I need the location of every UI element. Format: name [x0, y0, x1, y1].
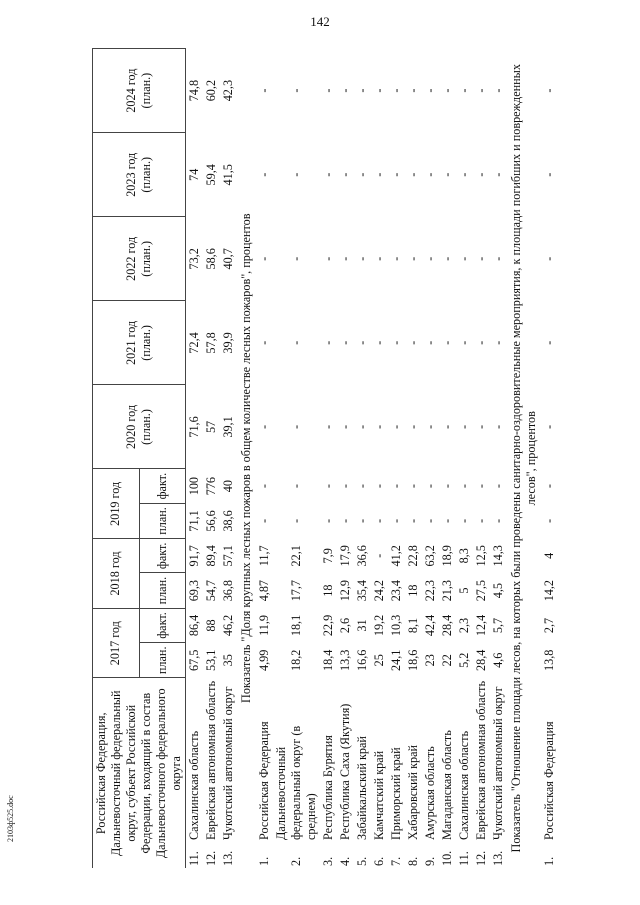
value-cell: -	[289, 172, 303, 177]
value-cell: 2,6	[338, 617, 352, 634]
value-cell: 21,3	[440, 579, 454, 602]
value-cell: 12,9	[338, 579, 352, 602]
value-cell: -	[289, 424, 303, 429]
table-row	[388, 49, 405, 869]
value-cell: -	[257, 518, 271, 523]
region-name: Еврейская автономная область	[204, 680, 218, 840]
region-name: Дальневосточный федеральный округ (в среднем)	[274, 725, 318, 840]
value-cell: -	[423, 424, 437, 429]
row-number: 1.	[542, 856, 556, 866]
value-cell: 57,8	[204, 332, 218, 354]
row-number: 13.	[491, 850, 505, 866]
value-cell: 2,3	[457, 617, 471, 634]
value-cell: 14,2	[542, 579, 556, 602]
value-cell: 56,6	[204, 510, 218, 532]
value-cell: -	[440, 518, 454, 523]
value-cell: 28,4	[474, 649, 488, 671]
value-cell: -	[542, 88, 556, 93]
indicator-table	[92, 48, 558, 868]
table-row	[490, 49, 507, 869]
table-row	[541, 49, 558, 869]
value-cell: 54,7	[204, 579, 218, 602]
value-cell: 91,7	[187, 545, 201, 567]
value-cell: -	[542, 518, 556, 523]
value-cell: 8,1	[406, 617, 420, 634]
value-cell: 73,2	[187, 248, 201, 270]
value-cell: 23,4	[389, 579, 403, 602]
region-name: Чукотский автономный округ	[221, 686, 235, 840]
value-cell: -	[389, 484, 403, 489]
value-cell: -	[338, 484, 352, 489]
value-cell: 74	[187, 168, 201, 181]
value-cell: -	[257, 256, 271, 261]
value-cell: -	[257, 172, 271, 177]
value-cell: -	[440, 172, 454, 177]
value-cell: 89,4	[204, 545, 218, 567]
value-cell: 18,2	[289, 649, 303, 671]
value-cell: -	[474, 424, 488, 429]
table-row	[354, 49, 371, 869]
value-cell: 57	[204, 420, 218, 434]
value-cell: 7,9	[321, 548, 335, 564]
table-row	[220, 49, 237, 869]
value-cell: 59,4	[204, 164, 218, 186]
table-row	[439, 49, 456, 869]
value-cell: -	[440, 484, 454, 489]
value-cell: 10,3	[389, 614, 403, 637]
value-cell: -	[474, 172, 488, 177]
value-cell: -	[289, 256, 303, 261]
fact-header: факт.	[139, 469, 186, 503]
value-cell: -	[542, 256, 556, 261]
value-cell: 53,1	[204, 649, 218, 671]
value-cell: -	[423, 172, 437, 177]
value-cell: 24,2	[372, 579, 386, 602]
page-number: 142	[310, 14, 330, 29]
region-name: Камчатский край	[372, 750, 386, 840]
value-cell: 4	[542, 552, 556, 559]
value-cell: -	[542, 172, 556, 177]
fact-header: факт.	[139, 608, 186, 642]
value-cell: 60,2	[204, 79, 218, 102]
rotated-table-container	[92, 48, 612, 868]
year-2017-header: 2017 год	[93, 608, 140, 678]
table-row	[337, 49, 354, 869]
value-cell: -	[257, 424, 271, 429]
value-cell: -	[406, 518, 420, 523]
value-cell: 23	[423, 654, 437, 667]
group-2-rows	[256, 49, 507, 869]
table-row	[320, 49, 337, 869]
region-name: Приморский край	[389, 747, 403, 840]
value-cell: 11,7	[257, 545, 271, 567]
value-cell: 5,7	[491, 617, 505, 634]
value-cell: -	[372, 88, 386, 93]
value-cell: -	[406, 88, 420, 93]
value-cell: 22,9	[321, 614, 335, 637]
value-cell: 58,6	[204, 248, 218, 270]
value-cell: 5,2	[457, 652, 471, 668]
value-cell: 17,7	[289, 579, 303, 602]
value-cell: 72,4	[187, 332, 201, 354]
value-cell: -	[355, 518, 369, 523]
value-cell: 13,8	[542, 649, 556, 671]
value-cell: 17,9	[338, 545, 352, 567]
value-cell: -	[440, 256, 454, 261]
value-cell: -	[372, 256, 386, 261]
group-3-rows	[541, 49, 558, 869]
value-cell: 88	[204, 619, 218, 632]
region-name: Магаданская область	[440, 730, 454, 840]
region-name: Российская Федерация	[257, 721, 271, 840]
value-cell: -	[542, 484, 556, 489]
value-cell: 74,8	[187, 79, 201, 102]
section-1	[237, 49, 256, 869]
value-cell: -	[338, 518, 352, 523]
fact-header: факт.	[139, 539, 186, 573]
region-name: Хабаровский край	[406, 744, 420, 840]
value-cell: -	[423, 256, 437, 261]
value-cell: -	[491, 172, 505, 177]
value-cell: -	[257, 340, 271, 345]
year-2024-header: 2024 год (план.)	[93, 49, 186, 133]
value-cell: -	[389, 172, 403, 177]
value-cell: 5	[457, 587, 471, 594]
region-name: Забайкальский край	[355, 736, 369, 840]
value-cell: -	[440, 88, 454, 93]
value-cell: 41,2	[389, 545, 403, 567]
row-number: 9.	[423, 856, 437, 866]
row-number: 5.	[355, 856, 369, 866]
value-cell: 18,4	[321, 649, 335, 671]
value-cell: 31	[355, 619, 369, 632]
value-cell: -	[389, 340, 403, 345]
value-cell: -	[372, 518, 386, 523]
value-cell: -	[474, 484, 488, 489]
value-cell: -	[491, 88, 505, 93]
value-cell: -	[372, 484, 386, 489]
value-cell: -	[406, 484, 420, 489]
table-row	[422, 49, 439, 869]
row-number: 3.	[321, 856, 335, 866]
value-cell: 18,9	[440, 545, 454, 567]
value-cell: 42,4	[423, 614, 437, 637]
value-cell: -	[372, 553, 386, 558]
region-name: Республика Саха (Якутия)	[338, 703, 352, 840]
value-cell: -	[457, 172, 471, 177]
value-cell: -	[321, 88, 335, 93]
value-cell: 18	[321, 584, 335, 597]
year-2022-header: 2022 год (план.)	[93, 217, 186, 301]
value-cell: 35	[221, 654, 235, 667]
region-column-header: Российская Федерация, Дальневосточный федеральный округ, субъект Российской Федерации, входящий в состав Дальневосточного федерального округа	[93, 678, 186, 868]
value-cell: 86,4	[187, 614, 201, 637]
value-cell: -	[406, 424, 420, 429]
value-cell: -	[355, 256, 369, 261]
value-cell: -	[457, 340, 471, 345]
plan-header: план.	[139, 573, 186, 608]
value-cell: -	[321, 424, 335, 429]
value-cell: -	[491, 340, 505, 345]
value-cell: -	[389, 518, 403, 523]
table-row	[256, 49, 273, 869]
value-cell: 25	[372, 654, 386, 667]
value-cell: -	[389, 424, 403, 429]
value-cell: -	[321, 518, 335, 523]
section-title: Показатель "Доля крупных лесных пожаров в общем количестве лесных пожаров", процентов	[239, 213, 253, 703]
value-cell: -	[372, 340, 386, 345]
region-name: Российская Федерация	[542, 721, 556, 840]
value-cell: -	[542, 340, 556, 345]
value-cell: -	[457, 518, 471, 523]
year-2023-header: 2023 год (план.)	[93, 133, 186, 217]
plan-header: план.	[139, 503, 186, 538]
value-cell: -	[474, 88, 488, 93]
table-row	[371, 49, 388, 869]
value-cell: 776	[204, 476, 218, 496]
value-cell: 39,1	[221, 416, 235, 438]
value-cell: 12,5	[474, 545, 488, 567]
value-cell: -	[338, 340, 352, 345]
value-cell: 28,4	[440, 614, 454, 637]
value-cell: 100	[187, 476, 201, 496]
row-number: 12.	[474, 850, 488, 866]
region-name: Чукотский автономный округ	[491, 686, 505, 840]
value-cell: 8,3	[457, 548, 471, 564]
row-number: 11.	[187, 851, 201, 866]
year-2020-header: 2020 год (план.)	[93, 385, 186, 469]
year-2018-header: 2018 год	[93, 539, 140, 609]
value-cell: 4,87	[257, 579, 271, 602]
value-cell: 22	[440, 654, 454, 667]
value-cell: 19,2	[372, 614, 386, 637]
year-2019-header: 2019 год	[93, 469, 140, 539]
value-cell: 46,2	[221, 614, 235, 637]
row-number: 2.	[289, 856, 303, 866]
value-cell: 41,5	[221, 164, 235, 186]
value-cell: -	[289, 340, 303, 345]
row-number: 11.	[457, 851, 471, 866]
value-cell: -	[474, 256, 488, 261]
value-cell: 40,7	[221, 248, 235, 270]
value-cell: -	[542, 424, 556, 429]
value-cell: -	[457, 88, 471, 93]
value-cell: -	[355, 172, 369, 177]
table-row	[273, 49, 320, 869]
table-row	[456, 49, 473, 869]
value-cell: -	[406, 340, 420, 345]
region-name: Республика Бурятия	[321, 735, 335, 840]
value-cell: -	[474, 518, 488, 523]
value-cell: 35,4	[355, 579, 369, 602]
value-cell: -	[491, 424, 505, 429]
value-cell: 18,6	[406, 649, 420, 671]
value-cell: -	[338, 88, 352, 93]
value-cell: -	[491, 518, 505, 523]
value-cell: -	[289, 484, 303, 489]
row-number: 10.	[440, 850, 454, 866]
year-2021-header: 2021 год (план.)	[93, 301, 186, 385]
value-cell: -	[289, 88, 303, 93]
value-cell: -	[372, 424, 386, 429]
value-cell: -	[338, 256, 352, 261]
value-cell: -	[457, 424, 471, 429]
value-cell: -	[440, 424, 454, 429]
value-cell: -	[257, 484, 271, 489]
value-cell: 16,6	[355, 649, 369, 671]
value-cell: 4,5	[491, 583, 505, 599]
value-cell: -	[355, 340, 369, 345]
value-cell: -	[321, 484, 335, 489]
value-cell: 57,1	[221, 545, 235, 567]
value-cell: -	[321, 172, 335, 177]
row-number: 12.	[204, 850, 218, 866]
value-cell: 13,3	[338, 649, 352, 671]
region-name: Сахалинская область	[187, 730, 201, 840]
value-cell: 4,6	[491, 652, 505, 668]
value-cell: 27,5	[474, 579, 488, 602]
value-cell: 11,9	[257, 615, 271, 636]
value-cell: 42,3	[221, 79, 235, 102]
value-cell: 24,1	[389, 649, 403, 671]
value-cell: -	[440, 340, 454, 345]
value-cell: 63,2	[423, 545, 437, 567]
value-cell: -	[372, 172, 386, 177]
value-cell: -	[406, 256, 420, 261]
value-cell: 67,5	[187, 649, 201, 671]
value-cell: 69,3	[187, 579, 201, 602]
value-cell: 22,8	[406, 545, 420, 567]
value-cell: -	[389, 256, 403, 261]
value-cell: -	[423, 518, 437, 523]
value-cell: -	[457, 484, 471, 489]
value-cell: -	[289, 518, 303, 523]
value-cell: 22,3	[423, 579, 437, 602]
value-cell: -	[355, 424, 369, 429]
value-cell: -	[338, 424, 352, 429]
value-cell: -	[389, 88, 403, 93]
region-name: Амурская область	[423, 746, 437, 840]
value-cell: -	[491, 256, 505, 261]
value-cell: 39,9	[221, 332, 235, 354]
value-cell: 36,8	[221, 579, 235, 602]
group-1-rows	[186, 49, 238, 869]
region-name: Сахалинская область	[457, 730, 471, 840]
row-number: 4.	[338, 856, 352, 866]
value-cell: -	[321, 256, 335, 261]
value-cell: 12,4	[474, 614, 488, 637]
value-cell: 18,1	[289, 614, 303, 637]
section-title: Показатель "Отношение площади лесов, на которых были проведены санитарно-оздоровительные мероприятия, к площади погибших и поврежденных лесов", процентов	[509, 64, 538, 853]
row-number: 8.	[406, 856, 420, 866]
value-cell: -	[491, 484, 505, 489]
value-cell: 4,99	[257, 649, 271, 671]
value-cell: -	[321, 340, 335, 345]
value-cell: -	[457, 256, 471, 261]
value-cell: 22,1	[289, 545, 303, 567]
section-2	[507, 49, 541, 869]
row-number: 6.	[372, 856, 386, 866]
value-cell: 2,7	[542, 617, 556, 634]
value-cell: 71,1	[187, 510, 201, 532]
footer-code: 2103ф525.doc	[6, 795, 15, 842]
row-number: 13.	[221, 850, 235, 866]
value-cell: 38,6	[221, 510, 235, 532]
row-number: 7.	[389, 856, 403, 866]
value-cell: -	[474, 340, 488, 345]
value-cell: 71,6	[187, 416, 201, 438]
value-cell: -	[257, 88, 271, 93]
value-cell: -	[406, 172, 420, 177]
value-cell: -	[338, 172, 352, 177]
value-cell: 14,3	[491, 545, 505, 567]
table-row	[186, 49, 204, 869]
value-cell: -	[423, 88, 437, 93]
plan-header: план.	[139, 643, 186, 678]
value-cell: -	[355, 88, 369, 93]
row-number: 1.	[257, 856, 271, 866]
table-row	[203, 49, 220, 869]
value-cell: -	[355, 484, 369, 489]
table-row	[473, 49, 490, 869]
region-name: Еврейская автономная область	[474, 680, 488, 840]
table-row	[405, 49, 422, 869]
value-cell: -	[423, 484, 437, 489]
value-cell: 36,6	[355, 545, 369, 567]
value-cell: -	[423, 340, 437, 345]
value-cell: 18	[406, 584, 420, 597]
value-cell: 40	[221, 480, 235, 493]
